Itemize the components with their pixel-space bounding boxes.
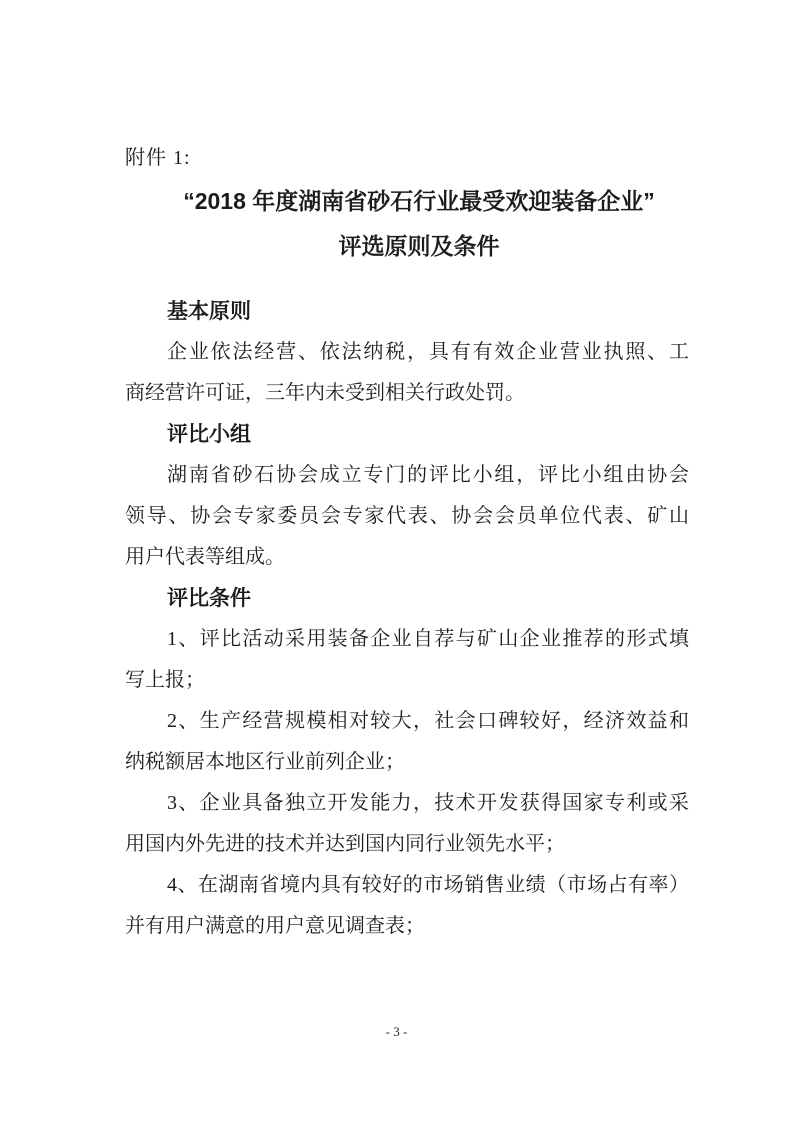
criteria-item-2-line: 纳税额居本地区行业前列企业； — [125, 751, 405, 773]
section-heading-review-panel: 评比小组 — [167, 423, 251, 446]
paragraph-line: 湖南省砂石协会成立专门的评比小组，评比小组由协会 — [167, 464, 689, 486]
document-body — [125, 291, 689, 947]
page-number: - 3 - — [385, 1024, 408, 1039]
attachment-label: 附件 1: — [125, 147, 191, 169]
section-heading-basic-principles: 基本原则 — [167, 300, 251, 323]
document-content — [125, 0, 689, 947]
criteria-item-1-line: 写上报； — [125, 669, 205, 691]
section-heading-review-criteria: 评比条件 — [167, 587, 251, 610]
paragraph-line: 企业依法经营、依法纳税，具有有效企业营业执照、工 — [167, 341, 689, 363]
criteria-item-3-line: 3、企业具备独立开发能力，技术开发获得国家专利或采 — [167, 792, 689, 814]
criteria-item-3-line: 用国内外先进的技术并达到国内同行业领先水平； — [125, 833, 565, 855]
criteria-item-4-line: 4、在湖南省境内具有较好的市场销售业绩（市场占有率） — [167, 874, 689, 896]
paragraph-line: 领导、协会专家委员会专家代表、协会会员单位代表、矿山 — [125, 505, 689, 527]
paragraph-line: 用户代表等组成。 — [125, 546, 285, 568]
title-line-1: “2018 年度湖南省砂石行业最受欢迎装备企业” — [183, 188, 655, 214]
paragraph-line: 商经营许可证，三年内未受到相关行政处罚。 — [125, 382, 525, 404]
document-title — [125, 179, 689, 269]
criteria-item-1-line: 1、评比活动采用装备企业自荐与矿山企业推荐的形式填 — [167, 628, 689, 650]
title-line-2: 评选原则及条件 — [338, 233, 500, 259]
criteria-item-4-line: 并有用户满意的用户意见调查表； — [125, 915, 425, 937]
criteria-item-2-line: 2、生产经营规模相对较大，社会口碑较好，经济效益和 — [167, 710, 689, 732]
